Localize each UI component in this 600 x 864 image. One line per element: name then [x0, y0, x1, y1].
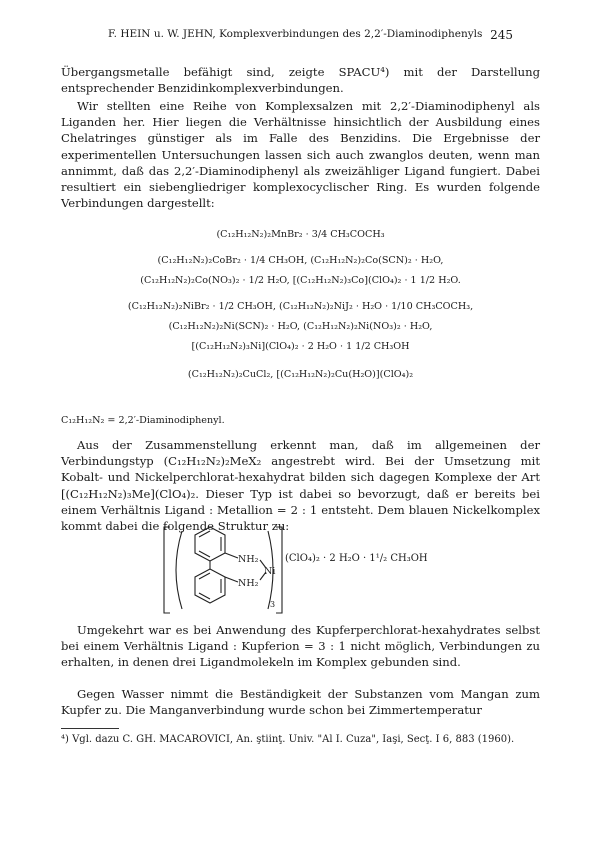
- left-paren: [176, 531, 182, 609]
- right-bracket: [276, 527, 282, 613]
- ligand-count-subscript: 3: [270, 600, 276, 609]
- nh2-top-label: NH₂: [238, 554, 259, 565]
- footnote-divider: [61, 728, 119, 729]
- paragraph-2: Wir stellten eine Reihe von Komplexsalzen mit 2,2′-Diaminodiphenyl als Liganden her. Hier liegen die Verhältnisse hinsichtlich der Ausbildung eines Chelatringes günstiger als im Falle des Benzidins. Die Ergebnisse der experimentellen Untersuchungen lassen sich auch zwanglos deuten, wenn man annimmt, daß das 2,2′-Diaminodiphenyl als zweizähliger Ligand fungiert. Dabei resultiert ein siebengliedriger komplexocyclischer Ring. Es wurden folgende Verbindungen dargestellt:: [61, 99, 540, 211]
- left-bracket: [164, 527, 170, 613]
- paragraph-5: Gegen Wasser nimmt die Beständigkeit der Substanzen vom Mangan zum Kupfer zu. Die Manganverbindung wurde schon bei Zimmertemperatur: [61, 687, 540, 718]
- paragraph-4: Umgekehrt war es bei Anwendung des Kupferperchlorat-hexahydrates selbst bei einem Verhältnis Ligand : Kupferion = 3 : 1 nicht möglich, Verbindungen zu erhalten, in denen drei Ligandmolekeln im Komplex gebunden sind.: [61, 623, 540, 670]
- formula-line: (C₁₂H₁₂N₂)₂Co(NO₃)₂ · 1/2 H₂O, [(C₁₂H₁₂N₂)₃Co](ClO₄)₂ · 1 1/2 H₂O.: [140, 275, 461, 286]
- formula-line: (C₁₂H₁₂N₂)₂CoBr₂ · 1/4 CH₃OH, (C₁₂H₁₂N₂)₂Co(SCN)₂ · H₂O,: [157, 255, 444, 266]
- formula-line: (C₁₂H₁₂N₂)₂NiBr₂ · 1/2 CH₃OH, (C₁₂H₁₂N₂)₂NiJ₂ · H₂O · 1/10 CH₃COCH₃,: [127, 301, 474, 312]
- page-number: 245: [490, 28, 513, 42]
- paragraph-1: Übergangsmetalle befähigt sind, zeigte SPACU⁴) mit der Darstellung entsprechender Benzidinkomplexverbindungen.: [61, 65, 540, 96]
- footnote: ⁴) Vgl. dazu C. GH. MACAROVICI, An. ştiinţ. Univ. "Al I. Cuza", Iaşi, Secţ. I 6, 883 (1960).: [61, 734, 515, 745]
- paragraph-3: Aus der Zusammenstellung erkennt man, daß im allgemeinen der Verbindungstyp (C₁₂H₁₂N₂)₂MeX₂ angestrebt wird. Bei der Umsetzung mit Kobalt- und Nickelperchlorat-hexahydrat bilden sich dagegen Komplexe der Art [(C₁₂H₁₂N₂)₃Me](ClO₄)₂. Dieser Typ ist dabei so bevorzugt, daß er bereits bei einem Verhältnis Ligand : Metallion = 2 : 1 entsteht. Dem blauen Nickelkomplex kommt dabei die folgende Struktur zu:: [61, 438, 540, 534]
- structure-counterions: (ClO₄)₂ · 2 H₂O · 1¹/₂ CH₃OH: [285, 553, 428, 564]
- formula-line: (C₁₂H₁₂N₂)₂Ni(SCN)₂ · H₂O, (C₁₂H₁₂N₂)₂Ni(NO₃)₂ · H₂O,: [168, 321, 433, 332]
- formula-line: (C₁₂H₁₂N₂)₂CuCl₂, [(C₁₂H₁₂N₂)₂Cu(H₂O)](ClO₄)₂: [187, 369, 414, 380]
- formula-line: (C₁₂H₁₂N₂)₂MnBr₂ · 3/4 CH₃COCH₃: [216, 229, 385, 240]
- nh2-bottom-label: NH₂: [238, 578, 259, 589]
- metal-label: Ni: [264, 566, 276, 577]
- running-header: [108, 28, 513, 40]
- ligand-definition: C₁₂H₁₂N₂ = 2,2′-Diaminodiphenyl.: [61, 415, 225, 426]
- nickel-complex-structure: [160, 525, 490, 615]
- running-title: F. HEIN u. W. JEHN, Komplexverbindungen des 2,2′-Diaminodiphenyls: [108, 28, 483, 40]
- formula-line: [(C₁₂H₁₂N₂)₃Ni](ClO₄)₂ · 2 H₂O · 1 1/2 CH₃OH: [191, 341, 410, 352]
